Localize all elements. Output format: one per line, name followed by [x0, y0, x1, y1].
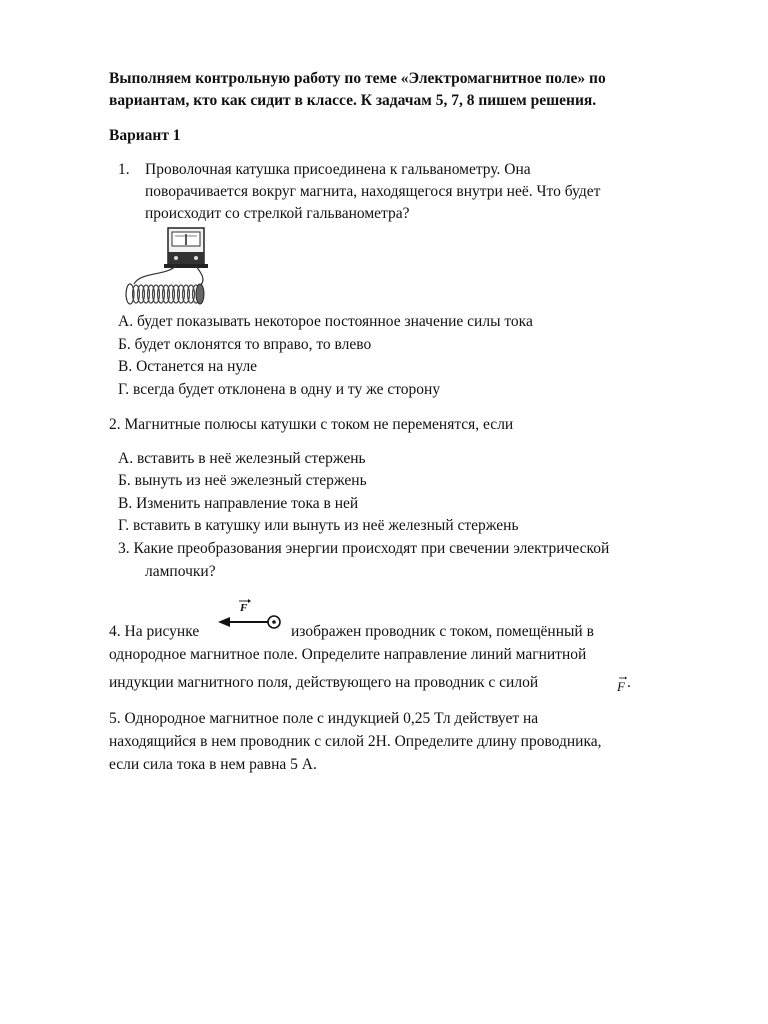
q4-force-symbol: F — [617, 679, 625, 694]
q4-line-2: однородное магнитное поле. Определите направление линий магнитной — [109, 646, 587, 663]
header-line-2: вариантам, кто как сидит в классе. К задачам 5, 7, 8 пишем решения. — [109, 92, 597, 109]
q4-line-3: индукции магнитного поля, действующего на проводник с силой — [109, 674, 539, 691]
q4-line-1: изображен проводник с током, помещённый в — [291, 623, 594, 640]
q5-line-2: находящийся в нем проводник с силой 2Н. Определите длину проводника, — [109, 733, 602, 750]
galvanometer-coil-illustration — [120, 224, 220, 308]
q3-line-2: лампочки? — [145, 563, 216, 580]
q2-option-a: А. вставить в неё железный стержень — [118, 450, 366, 467]
header-line-1: Выполняем контрольную работу по теме «Электромагнитное поле» по — [109, 70, 606, 87]
q5-line-1: 5. Однородное магнитное поле с индукцией 0,25 Тл действует на — [109, 710, 539, 727]
diagram-force-label: F — [240, 602, 248, 614]
q1-option-g: Г. всегда будет отклонена в одну и ту же сторону — [118, 381, 441, 398]
q1-option-b: Б. будет оклонятся то вправо, то влево — [118, 336, 372, 353]
q1-number: 1. — [118, 161, 130, 178]
q1-line-2: поворачивается вокруг магнита, находящегося внутри неё. Что будет — [145, 183, 601, 200]
variant-title: Вариант 1 — [109, 127, 181, 144]
q2-option-v: В. Изменить направление тока в ней — [118, 495, 359, 512]
q2-option-b: Б. вынуть из неё эжелезный стержень — [118, 472, 367, 489]
conductor-force-diagram — [218, 598, 288, 632]
vector-arrow-icon — [619, 676, 627, 680]
q1-option-v: В. Останется на нуле — [118, 358, 258, 375]
q3-line-1: 3. Какие преобразования энергии происходят при свечении электрической — [118, 540, 610, 557]
q2-option-g: Г. вставить в катушку или вынуть из неё железный стержень — [118, 517, 519, 534]
q2-text: 2. Магнитные полюсы катушки с током не переменятся, если — [109, 416, 514, 433]
q1-line-1: Проволочная катушка присоединена к гальванометру. Она — [145, 161, 531, 178]
q1-line-3: происходит со стрелкой гальванометра? — [145, 205, 410, 222]
q5-line-3: если сила тока в нем равна 5 А. — [109, 756, 317, 773]
q4-period: . — [627, 674, 631, 691]
q1-option-a: А. будет показывать некоторое постоянное значение силы тока — [118, 313, 533, 330]
q4-prefix: 4. На рисунке — [109, 623, 200, 640]
